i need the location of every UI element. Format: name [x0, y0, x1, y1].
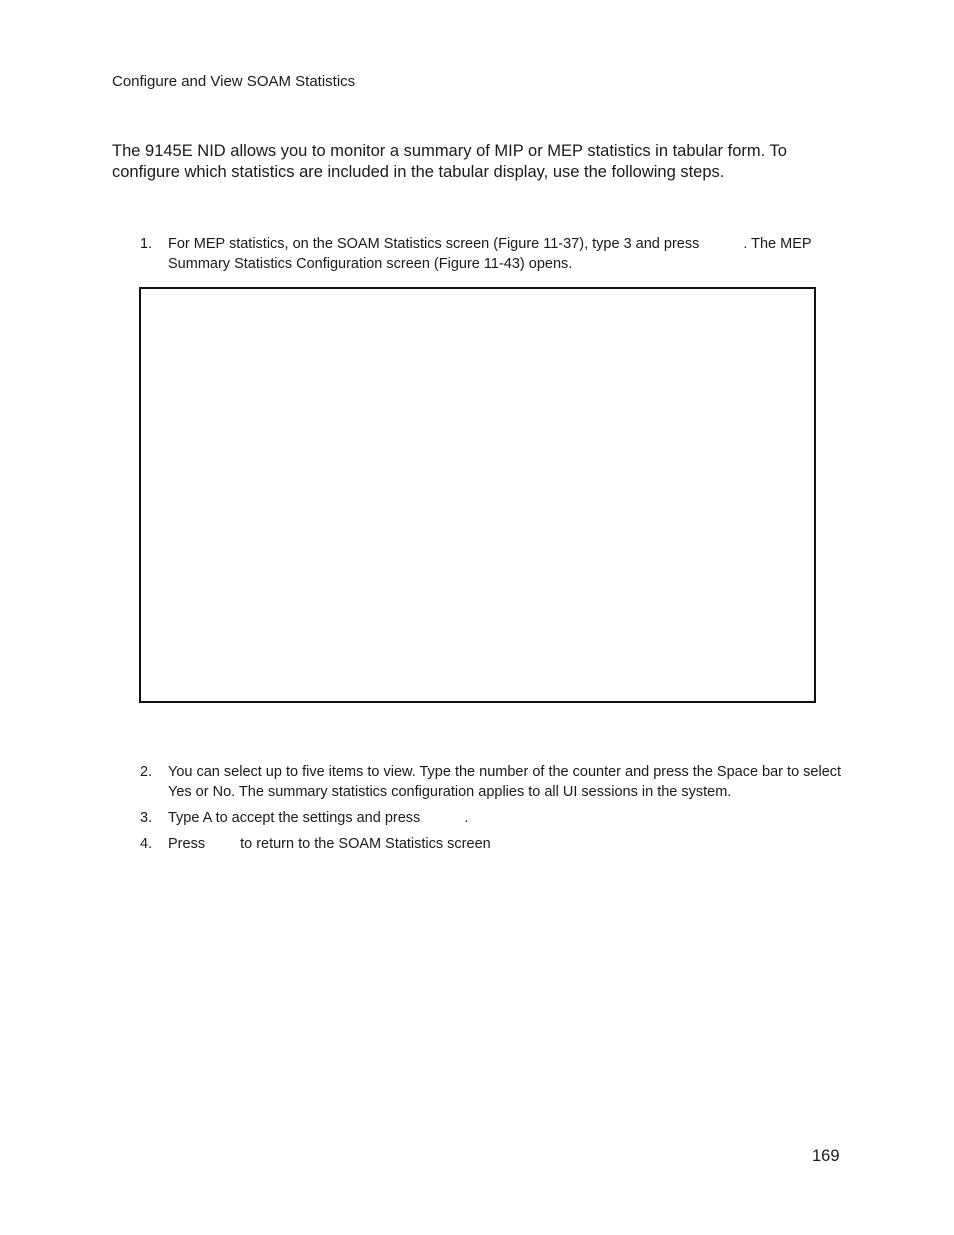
step-text-before-key: Type A to accept the settings and press [168, 810, 421, 826]
step-2 [140, 762, 842, 802]
step-1 [140, 234, 842, 274]
step-text: You can select up to five items to view. Type the number of the counter and press the Space bar to select Yes or No. The summary statistics configuration applies to all UI sessions in the system. [168, 764, 842, 800]
figure-frame [139, 287, 816, 703]
step-text [168, 234, 842, 274]
step-number: 2. [140, 764, 153, 780]
step-text-before-key: Press [168, 836, 206, 852]
step-text [168, 808, 842, 828]
step-number: 4. [140, 836, 153, 852]
page-number: 169 [812, 1147, 840, 1165]
running-header: Configure and View SOAM Statistics [112, 73, 356, 90]
step-number: 1. [140, 236, 153, 252]
intro-paragraph: The 9145E NID allows you to monitor a summary of MIP or MEP statistics in tabular form. To configure which statistics are included in the tabular display, use the following steps. [112, 142, 787, 181]
step-number: 3. [140, 810, 153, 826]
step-text-before-key: For MEP statistics, on the SOAM Statistics screen (Figure 11-37), type 3 and press [168, 236, 700, 252]
step-4 [140, 834, 842, 854]
step-text-after-key: . The MEP Summary Statistics Configuration screen (Figure 11-43) opens. [168, 236, 812, 272]
step-3 [140, 808, 842, 828]
step-text [168, 834, 842, 854]
step-text-after-key: to return to the SOAM Statistics screen [240, 836, 491, 852]
step-text-after-key: . [464, 810, 469, 826]
